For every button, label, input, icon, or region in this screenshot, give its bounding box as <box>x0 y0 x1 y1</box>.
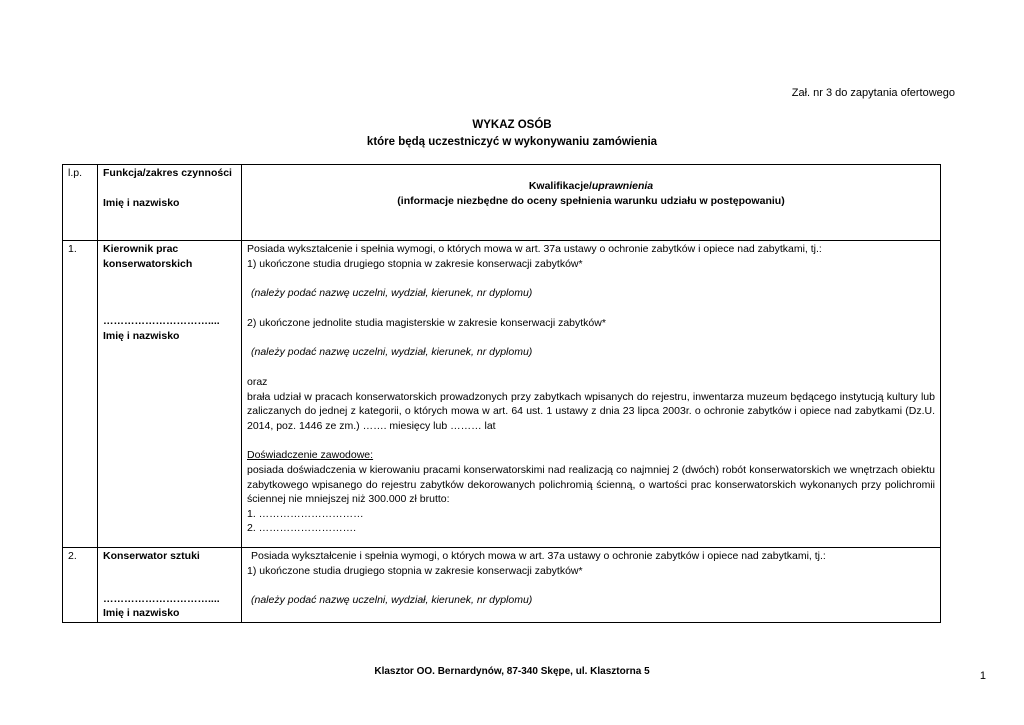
row1-name-dots: ………………………….... <box>103 315 220 328</box>
row1-intro: Posiada wykształcenie i spełnia wymogi, o których mowa w art. 37a ustawy o ochronie zabytków i opiece nad zabytkami, tj.: <box>247 243 822 255</box>
row1-number: 1. <box>63 241 98 548</box>
row2-role-cell <box>98 548 242 623</box>
page-number: 1 <box>979 670 986 682</box>
row1-role: Kierownik prac konserwatorskich <box>103 243 193 270</box>
row1-prof-text: posiada doświadczenia w kierowaniu pracami konserwatorskimi nad realizacją co najmniej 2 (dwóch) robót konserwatorskich we wnętrzach obiektu zabytkowego wpisanego do rejestru zabytków dekorowanych polichromią ścienną, o wartości prac konserwatorskich wykonanych przy polichromii ściennej nie mniejszej niż 300.000 zł brutto: <box>247 463 935 506</box>
header-lp: l.p. <box>63 165 98 241</box>
row2-hint-1: (należy podać nazwę uczelni, wydział, kierunek, nr dyplomu) <box>251 594 533 607</box>
header-name: Imię i nazwisko <box>103 196 180 209</box>
row2-name-dots: ………………………….... <box>103 592 220 605</box>
table-header-row <box>63 165 941 241</box>
header-function-cell <box>98 165 242 241</box>
header-qual-note: (informacje niezbędne do oceny spełnienia warunku udziału w postępowaniu) <box>397 194 785 207</box>
table-row <box>63 241 941 548</box>
row2-name-label: Imię i nazwisko <box>103 607 180 620</box>
row1-qualifications-cell <box>242 241 941 548</box>
row1-name-label: Imię i nazwisko <box>103 329 180 342</box>
row1-experience: brała udział w pracach konserwatorskich prowadzonych przy zabytkach wpisanych do rejestru, inwentarza muzeum będącego instytucją kultury lub zaliczanych do jednej z kategorii, o których mowa w art. 64 ust. 1 ustawy z dnia 23 lipca 2003r. o ochronie zabytków i opiece nad zabytkami (Dz.U. 2014, poz. 1446 ze zm.) ……. miesięcy lub ……… lat <box>247 390 935 432</box>
header-qualifications <box>247 179 935 194</box>
row1-hint-2: (należy podać nazwę uczelni, wydział, kierunek, nr dyplomu) <box>251 346 533 359</box>
header-qualifications-cell <box>242 165 941 241</box>
row1-option-1: 1) ukończone studia drugiego stopnia w zakresie konserwacji zabytków* <box>247 257 583 270</box>
title-line-1: WYKAZ OSÓB <box>472 119 552 131</box>
header-qual-italic: uprawnienia <box>591 180 654 192</box>
header-function: Funkcja/zakres czynności <box>103 167 232 179</box>
row1-option-2: 2) ukończone jednolite studia magisterskie w zakresie konserwacji zabytków* <box>247 316 606 329</box>
personnel-table <box>62 164 941 623</box>
row2-option-1: 1) ukończone studia drugiego stopnia w zakresie konserwacji zabytków* <box>247 564 583 577</box>
table-row <box>63 548 941 623</box>
row2-intro: Posiada wykształcenie i spełnia wymogi, o których mowa w art. 37a ustawy o ochronie zabytków i opiece nad zabytkami, tj.: <box>251 550 826 562</box>
row1-role-cell <box>98 241 242 548</box>
annex-label: Zał. nr 3 do zapytania ofertowego <box>791 87 955 99</box>
row2-qualifications-cell <box>242 548 941 623</box>
row1-item-1: 1. ………………………… <box>247 507 364 520</box>
footer-address: Klasztor OO. Bernardynów, 87-340 Skępe, ul. Klasztorna 5 <box>374 666 650 677</box>
row1-prof-label: Doświadczenie zawodowe: <box>247 449 374 462</box>
title-line-2: które będą uczestniczyć w wykonywaniu zamówienia <box>366 136 658 148</box>
row1-hint-1: (należy podać nazwę uczelni, wydział, kierunek, nr dyplomu) <box>251 287 533 300</box>
row1-oraz: oraz <box>247 375 268 388</box>
row2-number: 2. <box>63 548 98 623</box>
document-title <box>0 117 1024 151</box>
row1-item-2: 2. ………………………. <box>247 522 357 535</box>
header-qual-label: Kwalifikacje/ <box>528 180 592 192</box>
row2-role: Konserwator sztuki <box>103 550 200 562</box>
